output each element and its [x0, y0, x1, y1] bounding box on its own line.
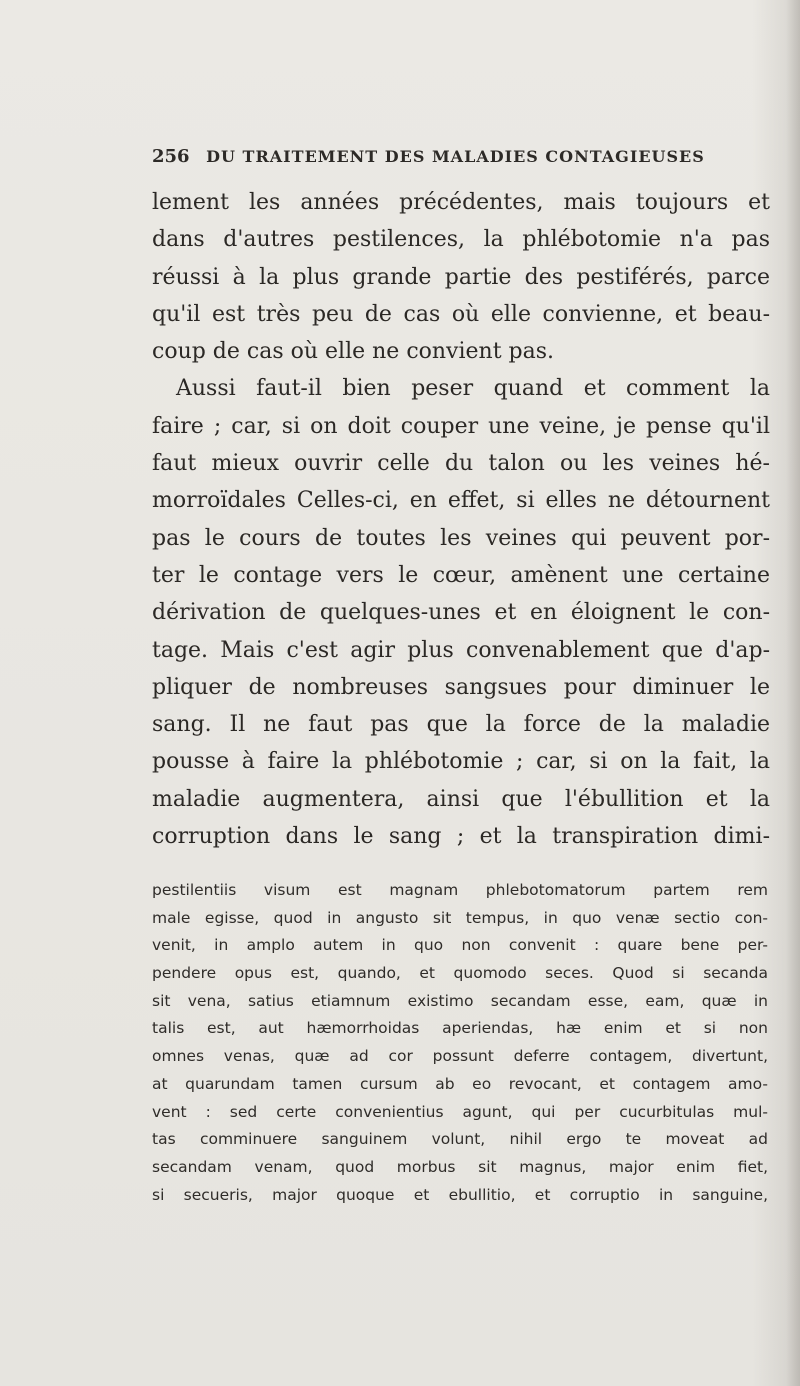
- footnote-line: pestilentiis visum est magnam phlebotomatorum partem rem: [152, 881, 768, 899]
- text-line: tage. Mais c'est agir plus convenablement que d'ap-: [152, 637, 770, 663]
- text-line: faut mieux ouvrir celle du talon ou les veines hé-: [152, 451, 770, 477]
- footnote-line: secandam venam, quod morbus sit magnus, major enim fiet,: [152, 1157, 768, 1176]
- running-header: [152, 146, 772, 172]
- text-line: sang. Il ne faut pas que la force de la maladie: [152, 712, 770, 738]
- footnote-line: at quarundam tamen cursum ab eo revocant, et contagem amo-: [152, 1074, 768, 1093]
- footnote-line: pendere opus est, quando, et quomodo seces. Quod si secanda: [152, 964, 768, 983]
- page-edge-shadow: [786, 0, 800, 1386]
- latin-footnote: [152, 877, 768, 1209]
- text-line: pas le cours de toutes les veines qui peuvent por-: [152, 525, 770, 551]
- text-line: lement les années précédentes, mais toujours et: [152, 190, 770, 215]
- text-line: maladie augmentera, ainsi que l'ébullition et la: [152, 786, 770, 812]
- text-line: réussi à la plus grande partie des pestiférés, parce: [152, 264, 770, 290]
- text-line: dérivation de quelques-unes et en éloignent le con-: [152, 600, 770, 626]
- text-line: qu'il est très peu de cas où elle convienne, et beau-: [152, 301, 770, 327]
- footnote-line: si secueris, major quoque et ebullitio, et corruptio in sanguine,: [152, 1185, 768, 1204]
- footnote-line: male egisse, quod in angusto sit tempus, in quo venæ sectio con-: [152, 908, 768, 927]
- footnote-line: talis est, aut hæmorrhoidas aperiendas, hæ enim et si non: [152, 1019, 768, 1038]
- text-line: corruption dans le sang ; et la transpiration dimi-: [152, 824, 770, 850]
- text-line: morroïdales Celles-ci, en effet, si elles ne détournent: [152, 488, 770, 514]
- page-number: 256: [152, 146, 190, 167]
- footnote-line: tas comminuere sanguinem volunt, nihil ergo te moveat ad: [152, 1130, 768, 1149]
- footnote-line: omnes venas, quæ ad cor possunt deferre contagem, divertunt,: [152, 1047, 768, 1066]
- text-line: faire ; car, si on doit couper une veine, je pense qu'il: [152, 413, 770, 439]
- text-line: pousse à faire la phlébotomie ; car, si on la fait, la: [152, 749, 770, 775]
- text-line: Aussi faut-il bien peser quand et comment la: [176, 376, 770, 402]
- footnote-line: vent : sed certe convenientius agunt, qui per cucurbitulas mul-: [152, 1102, 768, 1121]
- text-line: dans d'autres pestilences, la phlébotomie n'a pas: [152, 227, 770, 253]
- running-title: DU TRAITEMENT DES MALADIES CONTAGIEUSES: [206, 147, 705, 166]
- text-line: ter le contage vers le cœur, amènent une certaine: [152, 562, 770, 588]
- text-line: pliquer de nombreuses sangsues pour diminuer le: [152, 674, 770, 700]
- main-text-block: [152, 184, 770, 855]
- footnote-line: venit, in amplo autem in quo non convenit : quare bene per-: [152, 936, 768, 955]
- text-line: coup de cas où elle ne convient pas.: [152, 339, 555, 365]
- footnote-line: sit vena, satius etiamnum existimo secandam esse, eam, quæ in: [152, 991, 768, 1010]
